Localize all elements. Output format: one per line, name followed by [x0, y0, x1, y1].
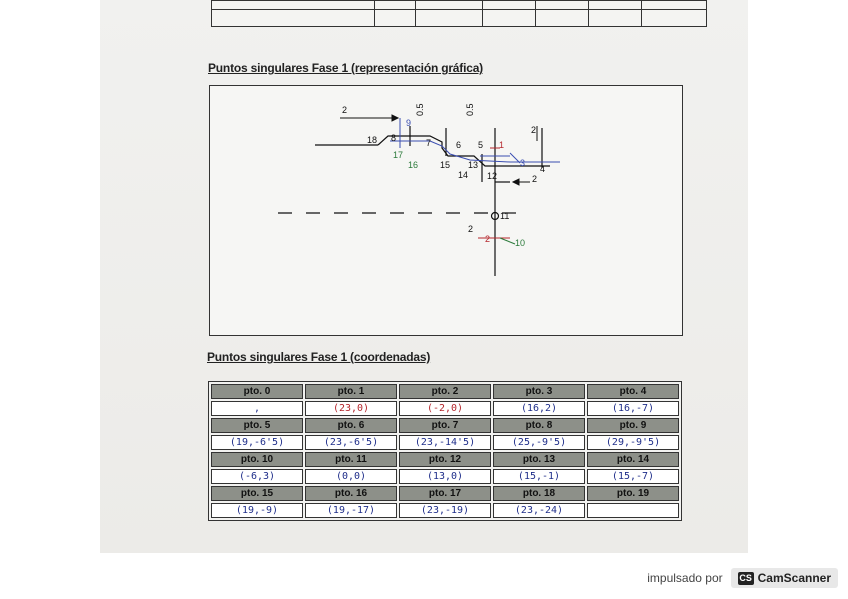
table-cell: (-6,3): [211, 469, 303, 484]
table-cell: (23,-19): [399, 503, 491, 518]
point-label: 10: [515, 238, 526, 248]
table-cell: (0,0): [305, 469, 397, 484]
table-cell: (-2,0): [399, 401, 491, 416]
table-cell: (23,-14'5): [399, 435, 491, 450]
point-label: 18: [367, 135, 378, 145]
table-header-cell: pto. 12: [399, 452, 491, 467]
table-cell: (23,-6'5): [305, 435, 397, 450]
point-label: 16: [408, 160, 419, 170]
point-label: 13: [468, 160, 479, 170]
table-header-cell: pto. 10: [211, 452, 303, 467]
table-header-row: [211, 486, 679, 501]
point-label: 8: [391, 133, 397, 143]
table-cell: (19,-6'5): [211, 435, 303, 450]
table-cell: (19,-17): [305, 503, 397, 518]
point-label: 14: [458, 170, 469, 180]
top-table-fragment: [211, 0, 707, 27]
point-label: 4: [540, 164, 546, 174]
table-header-cell: pto. 16: [305, 486, 397, 501]
table-header-cell: pto. 0: [211, 384, 303, 399]
table-header-cell: pto. 17: [399, 486, 491, 501]
point-label: 5: [478, 140, 484, 150]
table-header-cell: pto. 5: [211, 418, 303, 433]
graphic-section-title: Puntos singulares Fase 1 (representación gráfica): [208, 61, 483, 75]
point-label: 6: [456, 140, 462, 150]
table-row: [211, 435, 679, 450]
point-label: 1: [499, 140, 505, 150]
point-label: 3: [520, 158, 526, 168]
table-header-cell: pto. 13: [493, 452, 585, 467]
table-cell: (19,-9): [211, 503, 303, 518]
table-header-cell: pto. 2: [399, 384, 491, 399]
table-header-cell: pto. 7: [399, 418, 491, 433]
table-cell: (23,0): [305, 401, 397, 416]
coordinates-table: [208, 381, 682, 521]
point-label: 15: [440, 160, 451, 170]
table-header-cell: pto. 14: [587, 452, 679, 467]
table-row: [211, 469, 679, 484]
point-label: 7: [426, 138, 432, 148]
table-header-cell: pto. 4: [587, 384, 679, 399]
table-header-cell: pto. 9: [587, 418, 679, 433]
dim-label: 0.5: [415, 103, 425, 116]
point-label: 12: [487, 171, 498, 181]
dim-label: 2: [532, 174, 538, 184]
camscanner-brand: CamScanner: [757, 571, 831, 585]
table-cell: (16,-7): [587, 401, 679, 416]
point-label: 17: [393, 150, 404, 160]
camscanner-logo-icon: CS: [739, 573, 752, 583]
dim-label: 2: [485, 234, 491, 244]
table-cell: (25,-9'5): [493, 435, 585, 450]
table-cell: (15,-1): [493, 469, 585, 484]
table-header-row: [211, 452, 679, 467]
scanner-footer: [647, 565, 838, 591]
table-header-cell: pto. 6: [305, 418, 397, 433]
table-header-row: [211, 418, 679, 433]
camscanner-badge[interactable]: [731, 568, 838, 588]
table-header-cell: pto. 8: [493, 418, 585, 433]
table-cell: (13,0): [399, 469, 491, 484]
dim-label: 0.5: [465, 103, 475, 116]
table-header-cell: pto. 18: [493, 486, 585, 501]
table-cell: (23,-24): [493, 503, 585, 518]
singular-points-diagram: [210, 86, 682, 335]
table-cell: ,: [211, 401, 303, 416]
table-header-cell: pto. 19: [587, 486, 679, 501]
table-header-row: [211, 384, 679, 399]
table-row: [211, 503, 679, 518]
diagram-box: [209, 85, 683, 336]
table-cell: (16,2): [493, 401, 585, 416]
coords-section-title: Puntos singulares Fase 1 (coordenadas): [207, 350, 431, 364]
table-header-cell: pto. 3: [493, 384, 585, 399]
table-header-cell: pto. 1: [305, 384, 397, 399]
table-cell: [587, 503, 679, 518]
dim-label: 2: [468, 224, 474, 234]
dim-label: 2: [342, 105, 348, 115]
dim-label: 2: [531, 125, 537, 135]
table-row: [211, 401, 679, 416]
table-cell: (29,-9'5): [587, 435, 679, 450]
table-header-cell: pto. 15: [211, 486, 303, 501]
table-cell: (15,-7): [587, 469, 679, 484]
powered-by-label: impulsado por: [647, 571, 723, 585]
point-label: 9: [406, 118, 412, 128]
table-header-cell: pto. 11: [305, 452, 397, 467]
point-label: 11: [500, 211, 510, 221]
